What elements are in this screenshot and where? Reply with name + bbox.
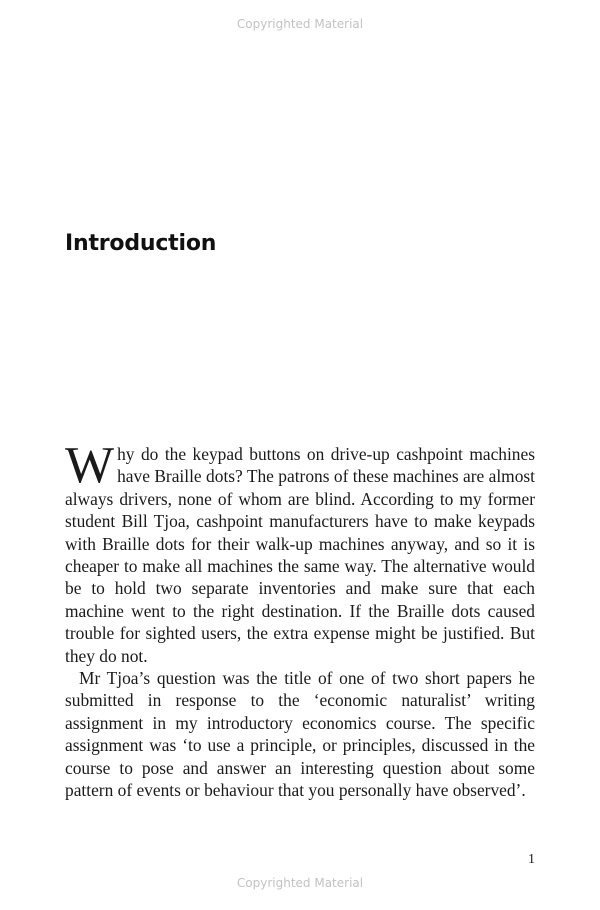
paragraph-2: Mr Tjoa’s question was the title of one of two short papers he submitted in response to the ‘economic naturalist’ writing assignment in my introductory economics course. The specific assignment was ‘to use a principle, or principles, discussed in the course to pose and answer an interesting question about some pattern of events or behaviour that you personally have observed’.: [65, 668, 535, 801]
watermark-top: Copyrighted Material: [236, 17, 364, 31]
paragraph-1: Why do the keypad buttons on drive-up cashpoint machines have Braille dots? The patrons of these machines are almost always drivers, none of whom are blind. According to my former student Bill Tjoa, cashpoint manufacturers have to make keypads with Braille dots for their walk-up machines anyway, and so it is cheaper to make all machines the same way. The alternative would be to hold two separate inventories and make sure that each machine went to the right destination. If the Braille dots caused trouble for sighted users, the extra expense might be justified. But they do not.: [65, 437, 535, 666]
chapter-title: Introduction: [65, 231, 217, 256]
watermark-bottom: Copyrighted Material: [236, 876, 364, 890]
body-text: [65, 437, 535, 802]
page-number: 1: [528, 852, 535, 867]
